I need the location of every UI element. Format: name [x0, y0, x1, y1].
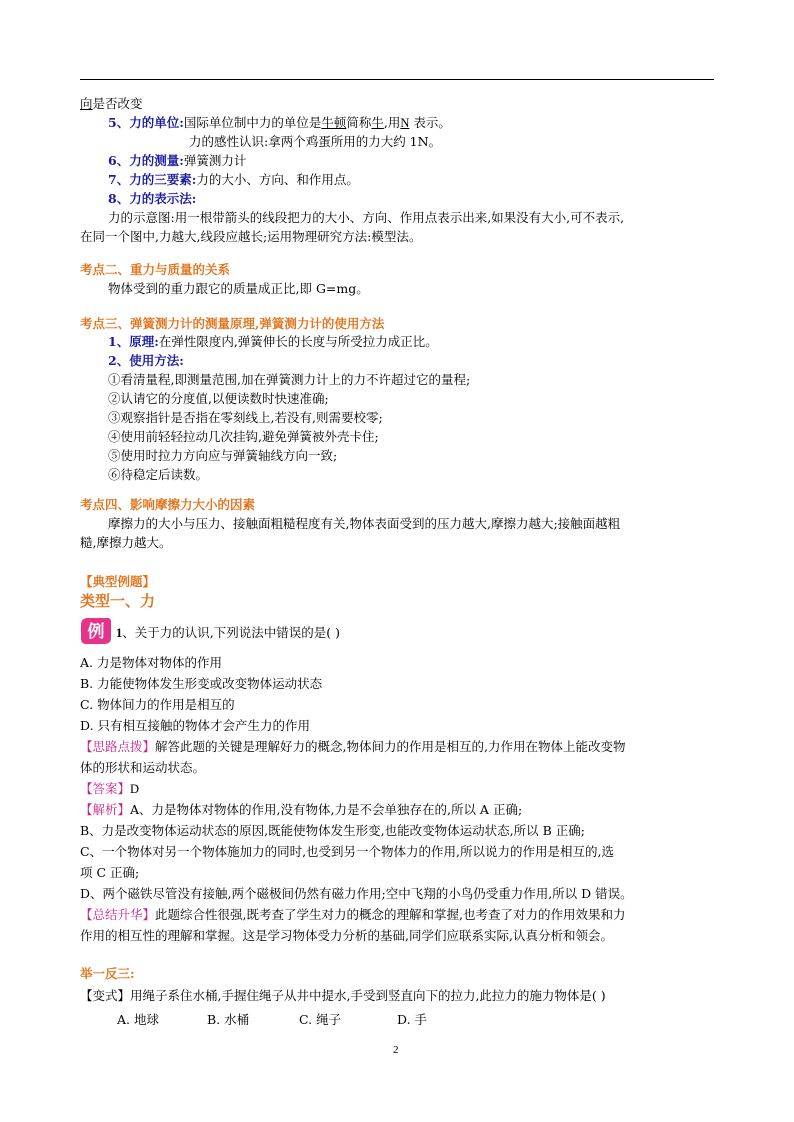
step-item: ⑥待稳定后读数。	[108, 467, 209, 482]
type-one-heading: 类型一、力	[80, 592, 156, 610]
representation-p2: 在同一个图中,力越大,线段应越长;运用物理研究方法:模型法。	[80, 229, 422, 244]
principle-line: 1、原理:在弹性限度内,弹簧伸长的长度与所受拉力成正比。	[108, 334, 438, 349]
practice-question: 【变式】用绳子系住水桶,手握住绳子从井中提水,手受到竖直向下的拉力,此拉力的施力物体是( )	[80, 988, 606, 1003]
typical-examples-heading: 【典型例题】	[80, 574, 156, 589]
option-item: C. 物体间力的作用是相互的	[80, 697, 235, 712]
practice-heading: 举一反三:	[80, 966, 135, 981]
analysis-c1: C、一个物体对另一个物体施加力的同时,也受到另一个物体力的作用,所以说力的作用是相互的,选	[80, 844, 614, 859]
section-k4-p2: 糙,摩擦力越大。	[80, 535, 172, 550]
hint-p1: 【思路点拨】解答此题的关键是理解好力的概念,物体间力的作用是相互的,力作用在物体上能改变物	[80, 739, 626, 754]
header-rule	[80, 79, 714, 80]
practice-option: B. 水桶	[207, 1012, 250, 1027]
analysis-d: D、两个磁铁尽管没有接触,两个磁极间仍然有磁力作用;空中飞翔的小鸟仍受重力作用,所以 D 错误。	[80, 886, 633, 901]
step-item: ④使用前轻轻拉动几次挂钩,避免弹簧被外壳卡住;	[108, 429, 379, 444]
section-k3-title: 考点三、弹簧测力计的测量原理,弹簧测力计的使用方法	[80, 316, 385, 331]
representation-heading: 8、力的表示法:	[108, 191, 197, 206]
section-k2-text: 物体受到的重力跟它的质量成正比,即 G=mg。	[108, 281, 369, 296]
section-k4-title: 考点四、影响摩擦力大小的因素	[80, 497, 256, 512]
example-badge-icon	[80, 616, 112, 646]
step-item: ⑤使用时拉力方向应与弹簧轴线方向一致;	[108, 448, 338, 463]
step-item: ②认请它的分度值,以便读数时快速准确;	[108, 391, 329, 406]
example-badge-text: 例	[87, 622, 105, 642]
summary-p1: 【总结升华】此题综合性很强,既考查了学生对力的概念的理解和掌握,也考查了对力的作用效果和力	[80, 907, 626, 922]
page-number: 2	[393, 1044, 399, 1056]
section-k2-title: 考点二、重力与质量的关系	[80, 262, 231, 277]
step-item: ①看清量程,即测量范围,加在弹簧测力计上的力不许超过它的量程;	[108, 372, 471, 387]
analysis-c2: 项 C 正确;	[80, 865, 140, 880]
practice-option: D. 手	[397, 1012, 428, 1027]
option-item: A. 力是物体对物体的作用	[80, 655, 222, 670]
analysis-a: 【解析】A、力是物体对物体的作用,没有物体,力是不会单独存在的,所以 A 正确;	[80, 802, 523, 817]
answer-line: 【答案】D	[80, 781, 140, 796]
practice-option: A. 地球	[117, 1012, 159, 1027]
section-k4-p1: 摩擦力的大小与压力、接触面粗糙程度有关,物体表面受到的压力越大,摩擦力越大;接触面越粗	[108, 516, 621, 531]
hint-p2: 体的形状和运动状态。	[80, 760, 206, 775]
elements-line: 7、力的三要素:力的大小、方向、和作用点。	[108, 172, 359, 187]
header-tail: 向是否改变	[80, 96, 143, 111]
representation-p1: 力的示意图:用一根带箭头的线段把力的大小、方向、作用点表示出来,如果没有大小,可不表示,	[108, 210, 625, 225]
measure-line: 6、力的测量:弹簧测力计	[108, 153, 247, 168]
unit-line: 5、力的单位:国际单位制中力的单位是牛顿简称牛,用N 表示。	[108, 115, 451, 130]
option-item: D. 只有相互接触的物体才会产生力的作用	[80, 718, 311, 733]
perception-line: 力的感性认识:拿两个鸡蛋所用的力大约 1N。	[189, 134, 442, 149]
practice-option: C. 绳子	[299, 1012, 342, 1027]
option-item: B. 力能使物体发生形变或改变物体运动状态	[80, 676, 323, 691]
summary-p2: 作用的相互性的理解和掌握。这是学习物体受力分析的基础,同学们应联系实际,认真分析和领会。	[80, 928, 613, 943]
use-heading: 2、使用方法:	[108, 353, 184, 368]
analysis-b: B、力是改变物体运动状态的原因,既能使物体发生形变,也能改变物体运动状态,所以 B 正确;	[80, 823, 585, 838]
example-question: 1、关于力的认识,下列说法中错误的是( )	[116, 625, 340, 640]
step-item: ③观察指针是否指在零刻线上,若没有,则需要校零;	[108, 410, 383, 425]
